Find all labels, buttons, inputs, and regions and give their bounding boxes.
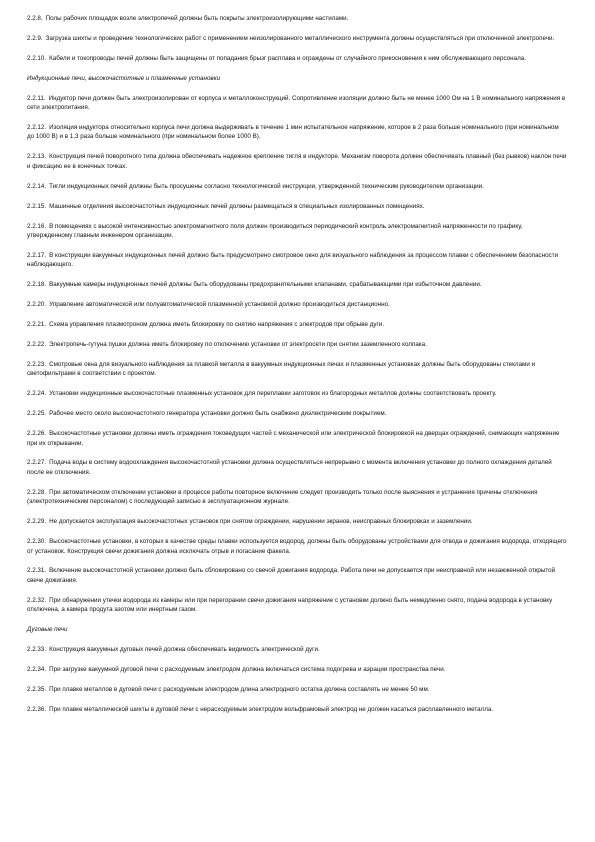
paragraph <box>27 665 567 675</box>
clause-text: Управление автоматической или полуавтоматической плазменной установкой должно производиться дистанционно. <box>49 301 390 309</box>
paragraph <box>27 300 567 310</box>
paragraph <box>27 340 567 350</box>
clause-number: 2.2.30. <box>27 538 47 546</box>
paragraph <box>27 94 567 113</box>
clause-text: Вакуумные камеры индукционных печей должны быть оборудованы предохранительными клапанами, срабатывающими при избыточном давлении. <box>49 281 482 289</box>
clause-text: При автоматическом отключении установки в процессе работы повторное включение следует производить только после выяснения и устранения причины отключения (электротехническим персоналом) с последующей записью в эксплуатационном журнале. <box>27 488 538 506</box>
clause-number: 2.2.32. <box>27 596 47 604</box>
paragraph <box>27 389 567 399</box>
clause-number: 2.2.10. <box>27 54 47 62</box>
clause-number: 2.2.20. <box>27 301 47 309</box>
clause-number: 2.2.26. <box>27 430 47 438</box>
paragraph <box>27 537 567 556</box>
clause-text: Электропечь-гутуна пушки должна иметь блокировку по отключению установки от электросети при снятии заземленного колпака. <box>49 340 427 348</box>
clause-text: Высокочастотные установки, в которых в качестве среды плавки используется водород, должны быть оборудованы устройствами для отвода и дожигания водорода, отходящего от установок. Конструкция свечи дожигания должна исключать отрыв и погасание факела. <box>27 538 567 555</box>
clause-text: Рабочее место около высокочастотного генератора установки должно быть снабжено диэлектрическим покрытием. <box>49 410 387 418</box>
paragraph <box>27 685 567 695</box>
clause-number: 2.2.16. <box>27 222 47 230</box>
clause-number: 2.2.34. <box>27 666 47 674</box>
clause-text: Конструкция печей поворотного типа должна обеспечивать надежное крепление тигля в индукторе. Механизм поворота должен обеспечивать плавный (без рывков) наклон печи и фиксацию ее в конечных точках. <box>27 153 567 170</box>
section-heading: Дуговые печи <box>27 626 68 634</box>
clause-number: 2.2.14. <box>27 182 47 190</box>
paragraph <box>27 705 567 715</box>
clause-number: 2.2.24. <box>27 390 47 398</box>
clause-text: Кабели и токопроводы печей должны быть защищены от попадания брызг расплава и ограждены от случайного прикосновения к ним обслуживающего персонала. <box>49 54 526 62</box>
paragraph <box>27 14 567 24</box>
section-heading: Индукционные печи, высокочастотные и плазменные установки <box>27 74 221 82</box>
clause-text: При загрузке вакуумной дуговой печи с расходуемым электродом должна включаться система подогрева и аэрации пространства печи. <box>49 666 446 674</box>
clause-number: 2.2.9. <box>27 34 43 42</box>
paragraph <box>27 280 567 290</box>
clause-number: 2.2.13. <box>27 153 47 161</box>
clause-number: 2.2.33. <box>27 646 47 654</box>
paragraph <box>27 222 567 241</box>
clause-number: 2.2.31. <box>27 567 47 575</box>
clause-number: 2.2.22. <box>27 340 47 348</box>
clause-number: 2.2.27. <box>27 459 47 467</box>
clause-text: При плавке металлов в дуговой печи с расходуемым электродом длина электродного остатка должна составлять не менее 50 мм. <box>49 685 430 693</box>
paragraph <box>27 320 567 330</box>
clause-text: Схема управления плазмотроном должна иметь блокировку по снятию напряжения с электродов при обрыве дуги. <box>49 321 384 329</box>
clause-number: 2.2.12. <box>27 123 47 131</box>
clause-number: 2.2.28. <box>27 488 47 496</box>
clause-text: Полы рабочих площадок возле электропечей должны быть покрыты электроизолирующими настилами. <box>45 15 349 22</box>
clause-text: Установки индукционные высокочастотные плазменных установок для переплавки заготовок из благородных металлов должны соответствовать проекту. <box>49 390 497 398</box>
clause-text: Конструкция вакуумных дуговых печей должна обеспечивать видимость электрической дуги. <box>49 646 320 654</box>
clause-number: 2.2.8. <box>27 15 43 22</box>
clause-number: 2.2.15. <box>27 202 47 210</box>
clause-number: 2.2.29. <box>27 518 47 526</box>
clause-text: Машинные отделения высокочастотных индукционных печей должны размещаться в специальных изолированных помещениях. <box>49 202 425 210</box>
clause-number: 2.2.18. <box>27 281 47 289</box>
paragraph <box>27 54 567 64</box>
clause-text: Не допускается эксплуатация высокочастотных установок при снятом ограждении, нарушении экранов, неисправных блокировках и заземлении. <box>49 518 473 526</box>
clause-text: При обнаружении утечки водорода из камеры или при перегорании свечи дожигания напряжение с установки должно быть немедленно снято, подача водорода в установку отключена, а камера продута азотом или инертным газом. <box>27 596 553 614</box>
clause-text: Подача воды в систему водоохлаждения высокочастотной установки должна осуществляться непрерывно с момента включения установки до полного охлаждения деталей после ее отключения. <box>27 459 552 476</box>
paragraph <box>27 360 567 379</box>
clause-number: 2.2.36. <box>27 705 47 713</box>
clause-number: 2.2.11. <box>27 94 46 102</box>
clause-text: В помещениях с высокой интенсивностью электромагнитного поля должен производиться периодический контроль электромагнитной напряженности по графику, утвержденному главным инженером организации. <box>27 222 523 240</box>
clause-text: В конструкции вакуумных индукционных печей должно быть предусмотрено смотровое окно для визуального наблюдения за процессом плавки с обеспечением безопасности наблюдающего. <box>27 251 559 269</box>
paragraph <box>27 645 567 655</box>
paragraph <box>27 458 567 477</box>
clause-number: 2.2.25. <box>27 410 47 418</box>
paragraph <box>27 566 567 585</box>
paragraph <box>27 409 567 419</box>
clause-text: Изоляция индуктора относительно корпуса печи должна выдерживать в течение 1 мин испытательное напряжение, которое в 2 раза больше номинального (при номинальном до 1000 В) и в 1,3 раза больше номинального (при номинальном более 1000 В). <box>27 123 559 141</box>
paragraph <box>27 123 567 142</box>
clause-number: 2.2.35. <box>27 685 47 693</box>
clause-text: Загрузка шихты и проведение технологических работ с применением неизолированного металлического инструмента должны осуществляться при отключенной электропечи. <box>45 34 555 42</box>
clause-number: 2.2.21. <box>27 321 47 329</box>
paragraph <box>27 34 567 44</box>
clause-number: 2.2.17. <box>27 251 47 259</box>
clause-text: Индуктор печи должен быть электроизолирован от корпуса и металлоконструкций. Сопротивление изоляции должно быть не менее 1000 Ом на 1 В номинального напряжения в сети электропитания. <box>27 94 566 112</box>
clause-number: 2.2.23. <box>27 360 47 368</box>
clause-text: Включение высокочастотной установки должно быть сблокировано со свечой дожигания водорода. Работа печи не допускается при неисправной или незажженной открытой свече дожигания. <box>27 567 556 584</box>
paragraph <box>27 251 567 270</box>
paragraph <box>27 488 567 507</box>
paragraph <box>27 517 567 527</box>
clause-text: Высокочастотные установки должны иметь ограждения токоведущих частей с механической или электрической блокировкой на дверцах ограждений, снимающих напряжение при их открывании. <box>27 430 560 447</box>
paragraph <box>27 429 567 448</box>
clause-text: При плавке металлической шихты в дуговой печи с нерасходуемым электродом вольфрамовый электрод не должен касаться расплавленного металла. <box>49 705 494 713</box>
clause-text: Смотровые окна для визуального наблюдения за плавкой металла в вакуумных индукционных печах и плазменных установках должны быть оборудованы стеклами и светофильтрами в соответствии с проектом. <box>27 360 536 378</box>
paragraph <box>27 152 567 171</box>
paragraph <box>27 202 567 212</box>
clause-text: Тигли индукционных печей должны быть просушены согласно технологической инструкции, утвержденной техническим руководителем организации. <box>49 182 484 190</box>
paragraph <box>27 182 567 192</box>
paragraph <box>27 596 567 615</box>
